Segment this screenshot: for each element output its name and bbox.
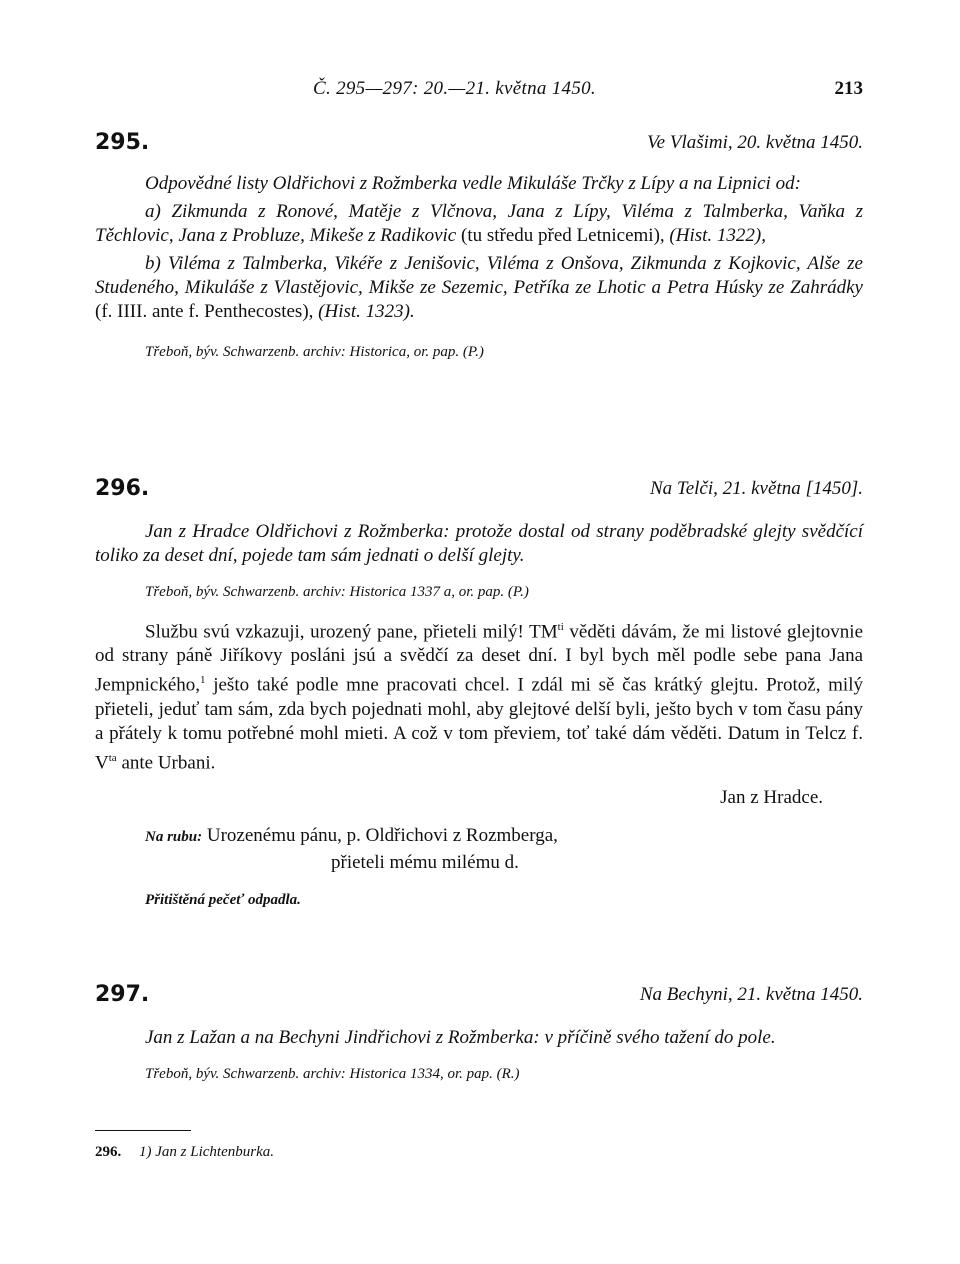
letter-text bbox=[95, 615, 863, 775]
entry-295 bbox=[95, 130, 863, 361]
running-head bbox=[95, 78, 863, 104]
footnote-ref: 296. bbox=[95, 1144, 122, 1160]
running-head-title: Č. 295—297: 20.—21. května 1450. bbox=[313, 78, 596, 99]
entry-number: 295. bbox=[95, 130, 150, 155]
letter-sup-3: ta bbox=[108, 751, 117, 764]
address-on-back bbox=[95, 823, 863, 876]
item-a-ref: (Hist. 1322), bbox=[669, 225, 766, 246]
seal-note: Přitištěná pečeť odpadla. bbox=[145, 891, 301, 908]
regest-item-a bbox=[95, 200, 863, 248]
regest: Jan z Hradce Oldřichovi z Rožmberka: protože dostal od strany poděbradské glejty svědčící toliko za deset dní, pojede tam sám jednati o delší glejty. bbox=[95, 521, 863, 566]
letter-part-1: Službu svú vzkazuji, urozený pane, přieteli milý! TM bbox=[145, 621, 558, 643]
rubu-line-1: Urozenému pánu, p. Oldřichovi z Rozmberga, bbox=[206, 824, 558, 846]
item-b-names: b) Viléma z Talmberka, Vikéře z Jenišovic, Viléma z Onšova, Zikmunda z Kojkovic, Alše ze Studeného, Mikuláše z Vlastějovic, Mikše ze Sezemic, Petříka ze Lhotic a Petra Húsky ze Zahrádky bbox=[95, 253, 863, 298]
source-note: Třeboň, býv. Schwarzenb. archiv: Historica 1334, or. pap. (R.) bbox=[145, 1066, 520, 1082]
signature: Jan z Hradce. bbox=[720, 786, 823, 808]
regest-item-b bbox=[95, 252, 863, 324]
entry-place-date: Na Telči, 21. května [1450]. bbox=[649, 478, 863, 499]
footnote-marker: 1 bbox=[200, 674, 206, 687]
letter-part-2: věděti dávám, že mi listové glejtovnie od strany páně Jiříkovy posláni jsú a svědčí za deset dní. I byl bych měl podle sebe pana Jana Jempnického, bbox=[95, 621, 863, 696]
source-note: Třeboň, býv. Schwarzenb. archiv: Historica, or. pap. (P.) bbox=[145, 344, 484, 360]
item-a-date: (tu středu před Letnicemi), bbox=[456, 225, 670, 246]
entry-297 bbox=[95, 982, 863, 1083]
item-b-ref: (Hist. 1323). bbox=[318, 301, 415, 322]
rubu-line-2: přieteli mému milému d. bbox=[331, 851, 519, 873]
item-a-names: a) Zikmunda z Ronové, Matěje z Vlčnova, Jana z Lípy, Viléma z Talmberka, Vaňka z Těchlovic, Jana z Probluze, Mikeše z Radikovic bbox=[95, 201, 863, 246]
entry-number: 296. bbox=[95, 476, 150, 501]
footnote-text: 1) Jan z Lichtenburka. bbox=[139, 1144, 274, 1160]
source-note: Třeboň, býv. Schwarzenb. archiv: Historica 1337 a, or. pap. (P.) bbox=[145, 584, 529, 600]
entry-place-date: Na Bechyni, 21. května 1450. bbox=[639, 984, 863, 1005]
entry-header bbox=[95, 476, 863, 506]
entry-header bbox=[95, 982, 863, 1012]
footnote bbox=[95, 1144, 274, 1161]
entry-number: 297. bbox=[95, 982, 150, 1007]
letter-part-4: ante Urbani. bbox=[116, 751, 216, 773]
item-b-date: (f. IIII. ante f. Penthecostes), bbox=[95, 301, 319, 322]
letter-sup-1: ti bbox=[557, 621, 564, 633]
entry-place-date: Ve Vlašimi, 20. května 1450. bbox=[647, 132, 863, 153]
letter-part-3: ješto také podle mne pracovati chcel. I zdál mi sě čas krátký glejtu. Protož, milý přieteli, jeduť tam sám, zda bych pojednati mohl, aby glejtové delší byli, ješto bych v tom času pány a přátely k tomu potřebné mohl mieti. A což v tom převiem, toť také dám věděti. Datum in Telcz f. V bbox=[95, 674, 863, 773]
regest: Jan z Lažan a na Bechyni Jindřichovi z Rožmberka: v příčině svého tažení do pole. bbox=[145, 1027, 776, 1048]
page-number: 213 bbox=[834, 78, 863, 99]
entry-296 bbox=[95, 476, 863, 909]
regest-intro: Odpovědné listy Oldřichovi z Rožmberka vedle Mikuláše Trčky z Lípy a na Lipnici od: bbox=[145, 173, 801, 194]
entry-header bbox=[95, 130, 863, 160]
footnote-divider bbox=[95, 1130, 191, 1131]
rubu-label: Na rubu: bbox=[145, 828, 203, 845]
